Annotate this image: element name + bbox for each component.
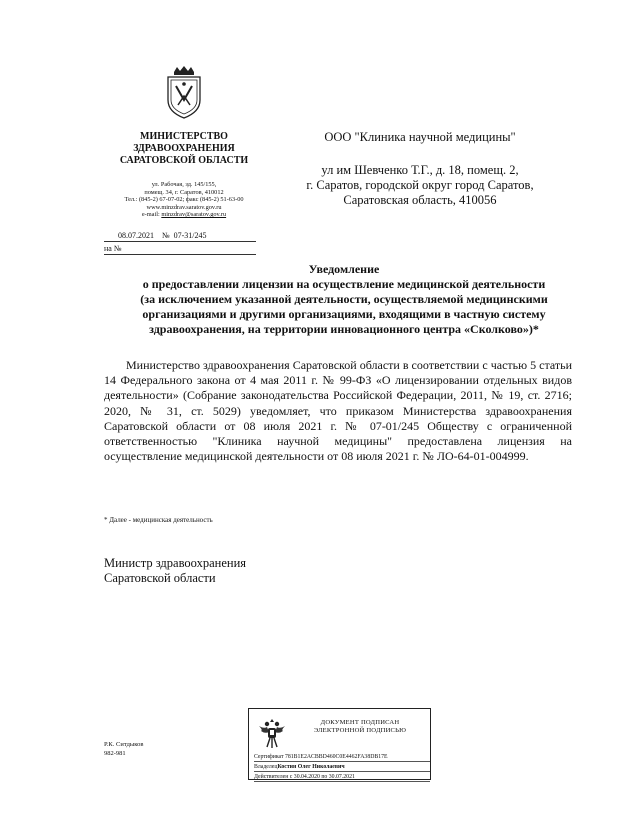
ministry-address xyxy=(95,181,273,219)
recipient-address-line: г. Саратов, городской округ город Саратов, xyxy=(306,178,534,192)
recipient-address-line: ул им Шевченко Т.Г., д. 18, помещ. 2, xyxy=(321,163,519,177)
document-title xyxy=(100,262,588,337)
owner-value: Костин Олег Николаевич xyxy=(277,764,345,770)
stamp-details xyxy=(254,752,430,782)
number-label: № xyxy=(162,231,170,240)
website-line: www.minzdrav.saratov.gov.ru xyxy=(146,203,222,211)
validity-line: Действителен с 30.04.2020 по 30.07.2021 xyxy=(254,772,430,782)
double-headed-eagle-icon xyxy=(257,716,287,750)
signer-title xyxy=(104,556,246,586)
ministry-name xyxy=(95,131,273,167)
on-number-field xyxy=(104,244,256,255)
certificate-line xyxy=(254,752,430,762)
title-line: (за исключением указанной деятельности, осуществляемой медицинскими xyxy=(140,292,548,306)
phone-line: Тел.: (845-2) 67-07-02; факс (845-2) 51-63-00 xyxy=(124,196,244,204)
footnote: * Далее - медицинская деятельность xyxy=(104,516,213,524)
on-number-label: на № xyxy=(104,244,122,253)
outgoing-date: 08.07.2021 xyxy=(118,231,154,240)
certificate-label: Сертификат xyxy=(254,754,284,760)
owner-line xyxy=(254,762,430,772)
stamp-title-line: ЭЛЕКТРОННОЙ ПОДПИСЬЮ xyxy=(313,727,407,735)
recipient-address-line: Саратовская область, 410056 xyxy=(343,193,497,207)
ministry-line: САРАТОВСКОЙ ОБЛАСТИ xyxy=(119,155,249,166)
email-link[interactable]: minzdrav@saratov.gov.ru xyxy=(161,211,227,219)
owner-label: Владелец xyxy=(254,764,278,770)
saratov-coat-of-arms-icon xyxy=(164,66,204,120)
address-line: помещ. 34, г. Саратов, 410012 xyxy=(144,188,224,196)
recipient-org: ООО "Клиника научной медицины" xyxy=(324,130,516,144)
outgoing-number: 07-31/245 xyxy=(173,231,207,240)
outgoing-date-number xyxy=(104,231,256,242)
executor-phone: 982-981 xyxy=(104,749,126,757)
signer-line: Саратовской области xyxy=(104,571,216,585)
stamp-title xyxy=(293,719,427,736)
title-line: организациями и другими организациями, входящими в частную систему xyxy=(142,307,546,321)
stamp-title-line: ДОКУМЕНТ ПОДПИСАН xyxy=(320,719,400,726)
body-paragraph: Министерство здравоохранения Саратовской области в соответствии с частью 5 статьи 14 Федерального закона от 4 мая 2011 г. № 99-ФЗ «О лицензировании отдельных видов деятельности» (Собрание законодательства Российской Федерации, 2011, № 19, ст. 2716; 2020, № 31, ст. 5029) уведомляет, что приказом Министерства здравоохранения Саратовской области от 08 июля 2021 г. № 07-01/245 Обществу с ограниченной ответственностью "Клиника научной медицины" предоставлена лицензия на осуществление медицинской деятельности от 08 июля 2021 г. № ЛО-64-01-004999. xyxy=(104,358,572,464)
email-label: e-mail: xyxy=(141,211,162,219)
signer-line: Министр здравоохранения xyxy=(104,556,247,570)
certificate-value: 781B1E2ACBBD460C0E4462FA38DB17E xyxy=(284,754,388,760)
ministry-line: ЗДРАВООХРАНЕНИЯ xyxy=(133,143,235,154)
title-line: о предоставлении лицензии на осуществление медицинской деятельности xyxy=(142,277,546,291)
title-line: Уведомление xyxy=(308,262,380,276)
email-line xyxy=(95,211,273,219)
executor-name: Р.К. Ситдыков xyxy=(104,741,144,748)
electronic-signature-stamp xyxy=(248,708,431,780)
address-line: ул. Рабочая, зд. 145/155, xyxy=(151,181,217,188)
executor-info xyxy=(104,741,143,758)
title-line: здравоохранения, на территории инновационного центра «Сколково»)* xyxy=(149,322,539,336)
ministry-line: МИНИСТЕРСТВО xyxy=(140,131,228,142)
recipient-block xyxy=(290,130,550,208)
